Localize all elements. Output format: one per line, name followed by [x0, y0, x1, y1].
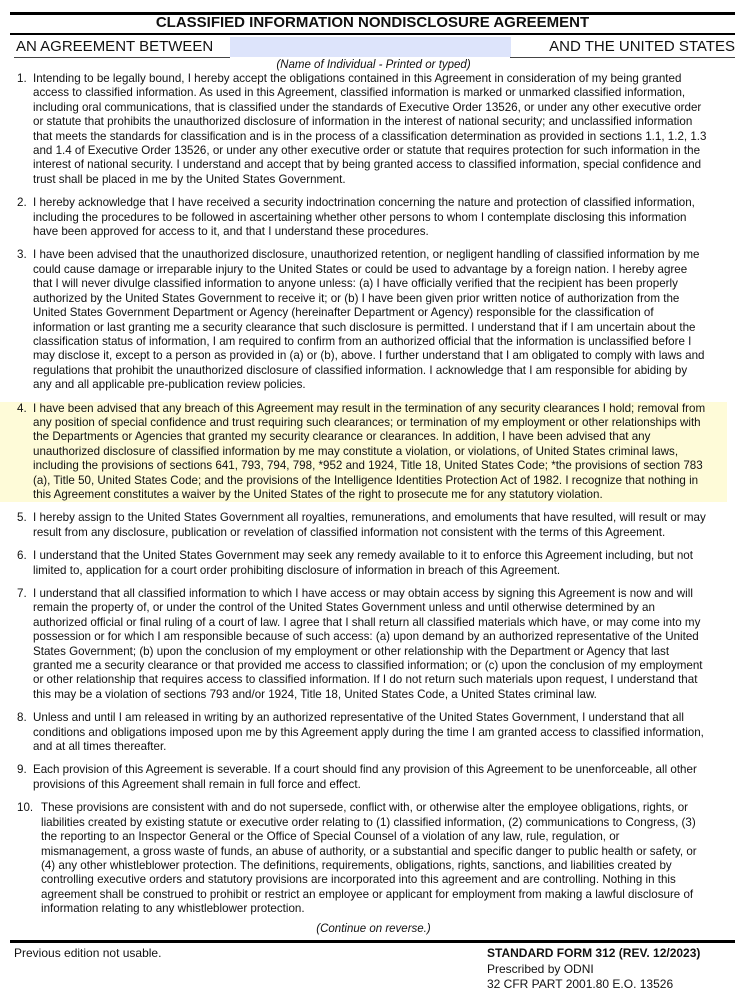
paragraph-line: and at all times thereafter.	[33, 740, 167, 754]
paragraph-line: controlling executive orders and statutory provisions are incorporated into this agreement and are controlling. Nothing in this	[41, 873, 676, 887]
paragraph-line: These provisions are consistent with and do not supersede, conflict with, or otherwise alter the employee obligations, rights, or	[41, 801, 689, 815]
paragraph-number: 5.	[17, 511, 27, 525]
paragraph-line: that meets the standards for classification and is in the process of a classification determination as provided in sections 1.1, 1.2, 1.3	[33, 129, 707, 143]
paragraph-line: trust shall be placed in me by the United States Government.	[33, 172, 346, 186]
agreement-between-row	[14, 37, 735, 57]
paragraph-line: I hereby acknowledge that I have received a security indoctrination concerning the nature and protection of classified information,	[33, 196, 695, 210]
paragraph-10	[0, 801, 747, 916]
paragraph-5	[0, 511, 747, 540]
form-identifier	[487, 946, 700, 993]
paragraph-line: (a), Title 50, United States Code; and the provisions of the Intelligence Identities Protection Act of 1982. I recognize that nothing in	[33, 473, 699, 487]
paragraph-line: authorized by the United States Government to receive it; or (b) I have been given prior written notice of authorization from the	[33, 291, 680, 305]
paragraph-line: States Government; (b) upon the conclusion of my employment or other relationship with the Department or Agency that last	[33, 644, 670, 658]
united-states-label: AND THE UNITED STATES	[549, 38, 735, 55]
paragraph-line: agreement shall be construed to prohibit or restrict an employee or applicant for employment from making a lawful disclosure of	[41, 887, 694, 901]
paragraph-line: I have been advised that the unauthorized disclosure, unauthorized retention, or negligent handling of classified information by me	[33, 248, 700, 262]
paragraph-line: unauthorized disclosure of classified information by me may constitute a violation, or violations, of United States criminal laws,	[33, 444, 679, 458]
paragraph-number: 6.	[17, 549, 27, 563]
form-number: STANDARD FORM 312 (REV. 12/2023)	[487, 946, 701, 960]
form-title: CLASSIFIED INFORMATION NONDISCLOSURE AGREEMENT	[155, 14, 590, 31]
paragraph-line: this may be a violation of sections 793 and/or 1924, Title 18, United States Code, a United States criminal law.	[33, 687, 597, 701]
paragraph-number: 2.	[17, 196, 27, 210]
paragraph-line: I hereby assign to the United States Government all royalties, remunerations, and emoluments that have resulted, will result or may	[33, 511, 706, 525]
paragraph-4	[0, 402, 727, 503]
paragraph-2	[0, 196, 747, 239]
paragraph-line: that I will never divulge classified information to anyone unless: (a) I have officially verified that the recipient has been properly	[33, 277, 678, 291]
paragraph-line: I understand that the United States Government may seek any remedy available to it to enforce this Agreement including, but not	[33, 549, 693, 563]
paragraph-line: I have been advised that any breach of this Agreement may result in the termination of any security clearances I hold; removal from	[33, 401, 706, 415]
paragraph-line: conditions and obligations imposed upon me by this Agreement apply during the time I am granted access to classified information,	[33, 725, 704, 739]
paragraph-number: 9.	[17, 763, 27, 777]
name-caption: (Name of Individual - Printed or typed)	[276, 59, 471, 71]
paragraph-line: Unless and until I am released in writing by an authorized representative of the United States Government, I understand that all	[33, 711, 684, 725]
paragraph-line: remain the property of, or under the control of the United States Government unless and until otherwise determined by an	[33, 601, 655, 615]
paragraph-line: this Agreement constitutes a waiver by the United States of the right to prosecute me for any statutory violation.	[33, 487, 603, 501]
paragraph-line: I understand that all classified information to which I have access or may obtain access by signing this Agreement is now and will	[33, 587, 693, 600]
paragraph-line: the reporting to an Inspector General or the Office of Special Counsel of a violation of any law, rule, regulation, or	[41, 830, 620, 844]
agreement-between-label: AN AGREEMENT BETWEEN	[16, 38, 214, 55]
paragraph-line: United States Government Department or Agency (hereinafter Department or Agency) responsible for the classification of	[33, 306, 654, 320]
prescribed-by: Prescribed by ODNI	[487, 961, 594, 976]
paragraph-line: including the provisions of sections 641, 793, 794, 798, *952 and 1924, Title 18, United States Code; *the provisions of section 783	[33, 459, 703, 473]
paragraph-line: result from any disclosure, publication or revelation of classified information not consistent with the terms of this Agreement.	[33, 525, 666, 539]
paragraph-line: could cause damage or irreparable injury to the United States or could be used to advantage by a foreign nation. I hereby agree	[33, 262, 688, 276]
paragraph-line: liabilities created by existing statute or executive order relating to (1) classified information, (2) communications to Congress, (3)	[41, 815, 696, 829]
paragraph-line: regulations that prohibit the unauthorized disclosure of classified information. I acknowledge that I am responsible for abiding by	[33, 363, 688, 377]
paragraph-line: mismanagement, a gross waste of funds, an abuse of authority, or a substantial and specific danger to public health or safety, or	[41, 844, 697, 858]
paragraph-line: granted me a security clearance or that provided me access to classified information; or (c) upon the conclusion of my employment	[33, 659, 703, 673]
bottom-rule	[10, 940, 735, 943]
paragraph-1	[0, 72, 747, 187]
paragraph-line: or statute that prohibits the unauthorized disclosure of information in the interest of national security; and unclassified information	[33, 115, 693, 129]
underline-right	[510, 57, 735, 58]
paragraph-number: 1.	[17, 72, 27, 85]
paragraph-line: have been approved for access to it, and that I understand these procedures.	[33, 225, 429, 239]
agreement-paragraphs	[0, 72, 747, 926]
paragraph-line: including oral communications, that is classified under the standards of Executive Order 13526, or under any other executive order	[33, 100, 702, 114]
paragraph-6	[0, 549, 747, 578]
paragraph-7	[0, 587, 747, 702]
paragraph-line: any position of special confidence and trust requiring such clearances; or termination of my employment or other relationships with	[33, 415, 701, 429]
continue-note: (Continue on reverse.)	[316, 923, 431, 935]
paragraph-8	[0, 711, 747, 754]
individual-name-input[interactable]	[230, 37, 511, 57]
paragraph-line: Intending to be legally bound, I hereby accept the obligations contained in this Agreement in consideration of my being granted	[33, 72, 682, 85]
paragraph-number: 10.	[17, 801, 34, 815]
paragraph-line: any and all applicable pre-publication review policies.	[33, 378, 306, 392]
paragraph-line: authorized official or final ruling of a court of law. I agree that I shall return all classified materials which have, or may come into my	[33, 615, 701, 629]
paragraph-number: 7.	[17, 587, 27, 600]
previous-edition-note: Previous edition not usable.	[14, 946, 162, 960]
paragraph-number: 4.	[17, 401, 27, 415]
paragraph-line: may disclose it, except to a person as provided in (a) or (b), above. I further understand that I am obligated to comply with laws and	[33, 349, 705, 363]
paragraph-line: classification status of information, I am required to confirm from an authorized official that the information is unclassified before I	[33, 334, 692, 348]
paragraph-line: information relating to any whistleblower protection.	[41, 902, 305, 916]
paragraph-line: Each provision of this Agreement is severable. If a court should find any provision of this Agreement to be unenforceable, all other	[33, 763, 697, 777]
paragraph-9	[0, 763, 747, 792]
paragraph-line: limited to, application for a court order prohibiting disclosure of information in breach of this Agreement.	[33, 563, 561, 577]
paragraph-line: (4) any other whistleblower protection. The definitions, requirements, obligations, rights, sanctions, and liabilities created by	[41, 858, 672, 872]
paragraph-line: interest of national security. I understand and accept that by being granted access to classified information, special confidence and	[33, 158, 702, 172]
paragraph-line: possession or for which I am responsible because of such access: (a) upon demand by an authorized representative of the United	[33, 630, 699, 644]
paragraph-line: and 1.4 of Executive Order 13526, or under any other executive order or statute that requires protection for such information in the	[33, 144, 701, 158]
paragraph-line: provisions of this Agreement shall remain in full force and effect.	[33, 777, 361, 791]
title-rule	[10, 33, 735, 35]
paragraph-number: 8.	[17, 711, 27, 725]
paragraph-3	[0, 248, 747, 392]
underline-left	[14, 57, 230, 58]
paragraph-line: access to classified information. As used in this Agreement, classified information is marked or unmarked classified information,	[33, 86, 686, 100]
paragraph-number: 3.	[17, 248, 27, 262]
paragraph-line: including the procedures to be followed in ascertaining whether other persons to whom I contemplate disclosing this information	[33, 210, 687, 224]
paragraph-line: or other relationship that requires access to classified information. If I do not return such materials upon request, I understand that	[33, 673, 698, 687]
paragraph-line: the Departments or Agencies that granted my security clearance or clearances. In addition, I have been advised that any	[33, 430, 651, 444]
cfr-reference: 32 CFR PART 2001.80 E.O. 13526	[487, 977, 674, 991]
paragraph-line: information or last granting me a security clearance that such disclosure is permitted. I understand that if I am uncertain about the	[33, 320, 696, 334]
